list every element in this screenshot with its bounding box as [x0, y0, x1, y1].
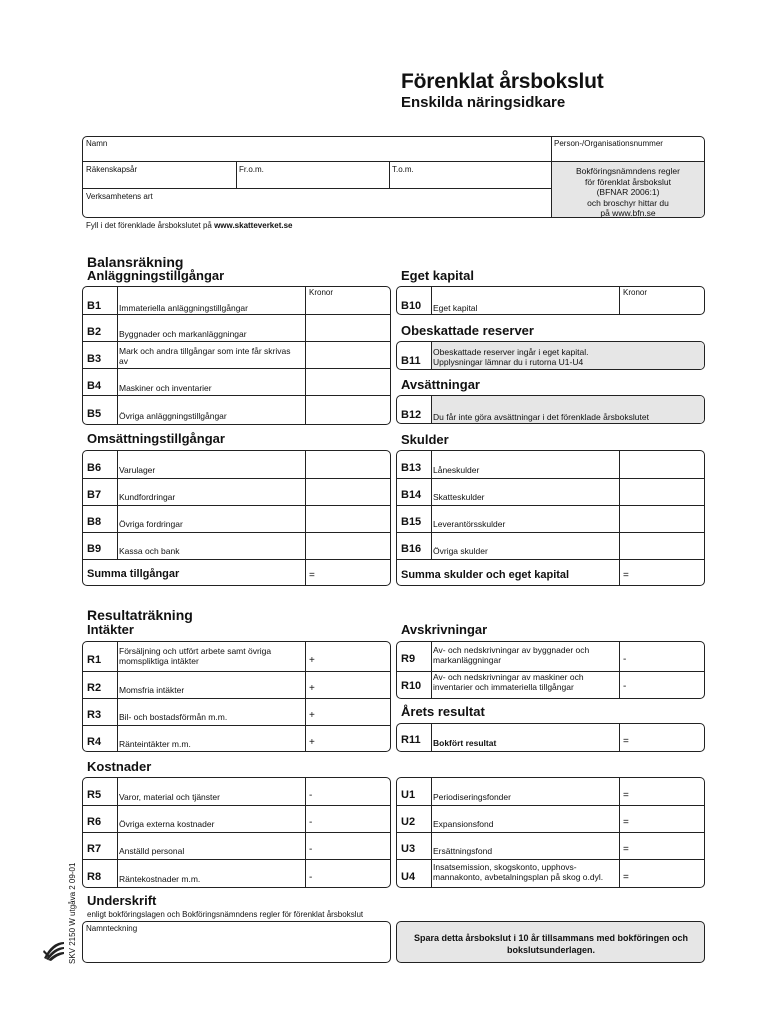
input-r6[interactable] [319, 806, 390, 832]
input-u1[interactable] [633, 779, 704, 805]
code-b14: B14 [401, 489, 422, 501]
u-table [396, 777, 705, 888]
info-line: (BFNAR 2006:1) [596, 187, 660, 197]
input-b1[interactable] [306, 288, 390, 314]
intakter-heading: Intäkter [87, 622, 134, 637]
obesk-table [396, 341, 705, 370]
sign-r9: - [623, 654, 627, 665]
input-b10[interactable] [620, 288, 704, 314]
input-u2[interactable] [633, 806, 704, 832]
input-b8[interactable] [306, 506, 390, 532]
person-org-label: Person-/Organisationsnummer [554, 139, 663, 148]
input-b3[interactable] [306, 342, 390, 368]
eget-table [396, 286, 705, 315]
input-b4[interactable] [306, 369, 390, 395]
code-r9: R9 [401, 653, 416, 665]
code-r1: R1 [87, 654, 102, 666]
code-r6: R6 [87, 816, 102, 828]
summa-tillgangar-label: Summa tillgångar [87, 568, 180, 580]
sign-r2: + [309, 683, 315, 694]
b11-line1: Obeskattade reserver ingår i eget kapital. [433, 347, 589, 357]
text-r1: Försäljning och utfört arbete samt övriga momspliktiga intäkter [119, 646, 272, 666]
form-subtitle: Enskilda näringsidkare [401, 94, 566, 111]
code-b4: B4 [87, 380, 102, 392]
anl-table [82, 286, 391, 425]
sign-r1: + [309, 655, 315, 666]
text-b15: Leverantörsskulder [433, 519, 506, 529]
text-u2: Expansionsfond [433, 819, 494, 829]
code-r11: R11 [401, 734, 421, 746]
oms-table [82, 450, 391, 586]
text-r6: Övriga externa kostnader [119, 819, 215, 829]
text-b6: Varulager [119, 465, 156, 475]
input-r10[interactable] [633, 672, 704, 698]
sign-u1: = [623, 790, 629, 801]
input-summa-tillgangar[interactable] [319, 560, 390, 585]
text-b7: Kundfordringar [119, 492, 176, 502]
kronor-label-right: Kronor [623, 288, 648, 297]
sign-r8: - [309, 872, 313, 883]
code-b13: B13 [401, 462, 422, 474]
sign-u2: = [623, 817, 629, 828]
info-line: Bokföringsnämndens regler [576, 166, 680, 176]
namn-field[interactable] [86, 139, 107, 148]
identity-box [82, 136, 705, 218]
kostnader-heading: Kostnader [87, 759, 152, 774]
code-r10: R10 [401, 680, 422, 692]
tom-field[interactable] [392, 165, 414, 174]
intakter-table [82, 641, 391, 752]
input-r5[interactable] [319, 779, 390, 805]
text-r11: Bokfört resultat [433, 738, 497, 748]
code-b8: B8 [87, 516, 102, 528]
namnteckning-label: Namnteckning [86, 924, 138, 933]
avsatt-table [396, 395, 705, 424]
input-u4[interactable] [633, 860, 704, 887]
bfn-info-box [552, 166, 704, 219]
summa-tillgangar-eq: = [309, 570, 315, 581]
input-b14[interactable] [620, 479, 704, 505]
code-u1: U1 [401, 789, 416, 801]
form-title: Förenklat årsbokslut [401, 70, 604, 93]
input-b5[interactable] [306, 396, 390, 424]
sign-r5: - [309, 790, 313, 801]
text-b2: Byggnader och markanläggningar [119, 329, 247, 339]
b11-line2: Upplysningar lämnar du i rutorna U1-U4 [433, 357, 584, 367]
save-note-box [396, 921, 705, 963]
text-r5: Varor, material och tjänster [119, 792, 220, 802]
code-r2: R2 [87, 682, 102, 694]
text-r8: Räntekostnader m.m. [119, 874, 201, 884]
eget-heading: Eget kapital [401, 268, 474, 283]
text-b9: Kassa och bank [119, 546, 180, 556]
input-b9[interactable] [306, 533, 390, 559]
info-line: för förenklat årsbokslut [585, 176, 671, 187]
kostnader-table [82, 777, 391, 888]
underskrift-heading: Underskrift [87, 893, 157, 908]
code-b9: B9 [87, 543, 102, 555]
code-b15: B15 [401, 516, 422, 528]
info-line: på www.bfn.se [600, 208, 656, 218]
obesk-heading: Obeskattade reserver [401, 323, 534, 338]
code-b7: B7 [87, 489, 102, 501]
text-b3: Mark och andra tillgångar som inte får skrivas av [119, 346, 291, 366]
input-b16[interactable] [620, 533, 704, 559]
code-r7: R7 [87, 843, 102, 855]
info-line: och broschyr hittar du [587, 197, 669, 208]
code-b6: B6 [87, 462, 102, 474]
text-r2: Momsfria intäkter [119, 685, 185, 695]
code-u4: U4 [401, 871, 416, 883]
avskr-heading: Avskrivningar [401, 622, 488, 637]
verksamhet-label: Verksamhetens art [86, 192, 153, 201]
skulder-heading: Skulder [401, 432, 449, 447]
input-r11[interactable] [633, 725, 704, 751]
avskr-table [396, 641, 705, 699]
code-b16: B16 [401, 543, 422, 555]
skulder-table [396, 450, 705, 586]
code-r4: R4 [87, 736, 102, 748]
text-b14: Skatteskulder [433, 492, 485, 502]
sign-r7: - [309, 844, 313, 855]
input-r4[interactable] [319, 726, 390, 751]
sign-r4: + [309, 737, 315, 748]
input-r3[interactable] [319, 699, 390, 725]
summa-skulder-eq: = [623, 570, 629, 581]
code-b1: B1 [87, 300, 102, 312]
fill-note-text: Fyll i det förenklade årsbokslutet på [86, 221, 215, 230]
text-r4: Ränteintäkter m.m. [119, 739, 191, 749]
input-summa-skulder[interactable] [633, 560, 704, 585]
sign-r11: = [623, 736, 629, 747]
arets-table [396, 723, 705, 752]
skatteverket-logo-icon [42, 938, 66, 962]
input-b7[interactable] [306, 479, 390, 505]
resultat-heading: Resultaträkning [87, 607, 193, 623]
sign-r6: - [309, 817, 313, 828]
text-b13: Låneskulder [433, 465, 480, 475]
from-field[interactable] [239, 165, 264, 174]
input-r2[interactable] [319, 672, 390, 698]
tom-label: T.o.m. [392, 165, 414, 174]
code-b2: B2 [87, 326, 102, 338]
signature-box[interactable] [82, 921, 391, 963]
input-r9[interactable] [633, 643, 704, 671]
code-r8: R8 [87, 871, 102, 883]
anl-heading: Anläggningstillgångar [87, 268, 225, 283]
oms-heading: Omsättningstillgångar [87, 431, 225, 446]
text-r9: Av- och nedskrivningar av byggnader och markanläggningar [433, 645, 590, 665]
code-b3: B3 [87, 353, 102, 365]
input-b6[interactable] [306, 452, 390, 478]
kronor-label: Kronor [309, 288, 334, 297]
text-r10: Av- och nedskrivningar av maskiner och inventarier och immateriella tillgångar [433, 672, 584, 692]
text-u4: Insatsemission, skogskonto, upphovs-mannakonto, avbetalningsplan på skog o.dyl. [433, 862, 604, 882]
sign-u3: = [623, 844, 629, 855]
code-u3: U3 [401, 843, 416, 855]
code-u2: U2 [401, 816, 416, 828]
input-b13[interactable] [620, 452, 704, 478]
from-label: Fr.o.m. [239, 165, 264, 174]
rakenskapsar-label: Räkenskapsår [86, 165, 138, 174]
text-b16: Övriga skulder [433, 546, 488, 556]
verksamhet-field[interactable] [86, 192, 153, 201]
form-code-text: SKV 2150 W utgåva 2 09-01 [68, 862, 77, 964]
save-note-text: Spara detta årsbokslut i 10 år tillsammans med bokföringen och bokslutsunderlagen. [413, 933, 689, 955]
input-r8[interactable] [319, 860, 390, 887]
text-u1: Periodiseringsfonder [433, 792, 511, 802]
avsatt-heading: Avsättningar [401, 377, 480, 392]
text-b10: Eget kapital [433, 303, 478, 313]
balans-heading: Balansräkning [87, 254, 184, 270]
input-b2[interactable] [306, 315, 390, 341]
code-b5: B5 [87, 408, 102, 420]
input-u3[interactable] [633, 833, 704, 859]
input-r1[interactable] [319, 643, 390, 671]
underskrift-sub: enligt bokföringslagen och Bokföringsnämndens regler för förenklat årsbokslut [87, 910, 364, 919]
sign-u4: = [623, 872, 629, 883]
skatteverket-link[interactable]: www.skatteverket.se [214, 221, 293, 230]
namn-label: Namn [86, 139, 108, 148]
input-b15[interactable] [620, 506, 704, 532]
person-org-field[interactable] [554, 139, 663, 148]
text-b1: Immateriella anläggningstillgångar [119, 303, 248, 313]
sign-r10: - [623, 681, 627, 692]
text-r3: Bil- och bostadsförmån m.m. [119, 712, 228, 722]
summa-skulder-label: Summa skulder och eget kapital [401, 569, 570, 581]
text-b11 [433, 347, 588, 367]
text-b5: Övriga anläggningstillgångar [119, 411, 227, 421]
text-r7: Anställd personal [119, 846, 185, 856]
text-b8: Övriga fordringar [119, 519, 183, 529]
text-b4: Maskiner och inventarier [119, 383, 212, 393]
code-b10: B10 [401, 300, 422, 312]
code-r3: R3 [87, 709, 102, 721]
text-u3: Ersättningsfond [433, 846, 493, 856]
fill-note [86, 221, 293, 230]
code-b11: B11 [401, 355, 421, 367]
code-r5: R5 [87, 789, 102, 801]
arets-heading: Årets resultat [401, 704, 485, 719]
sign-r3: + [309, 710, 315, 721]
rakenskapsar-field[interactable] [86, 165, 137, 174]
code-b12: B12 [401, 409, 422, 421]
input-r7[interactable] [319, 833, 390, 859]
text-b12: Du får inte göra avsättningar i det förenklade årsbokslutet [433, 412, 649, 422]
